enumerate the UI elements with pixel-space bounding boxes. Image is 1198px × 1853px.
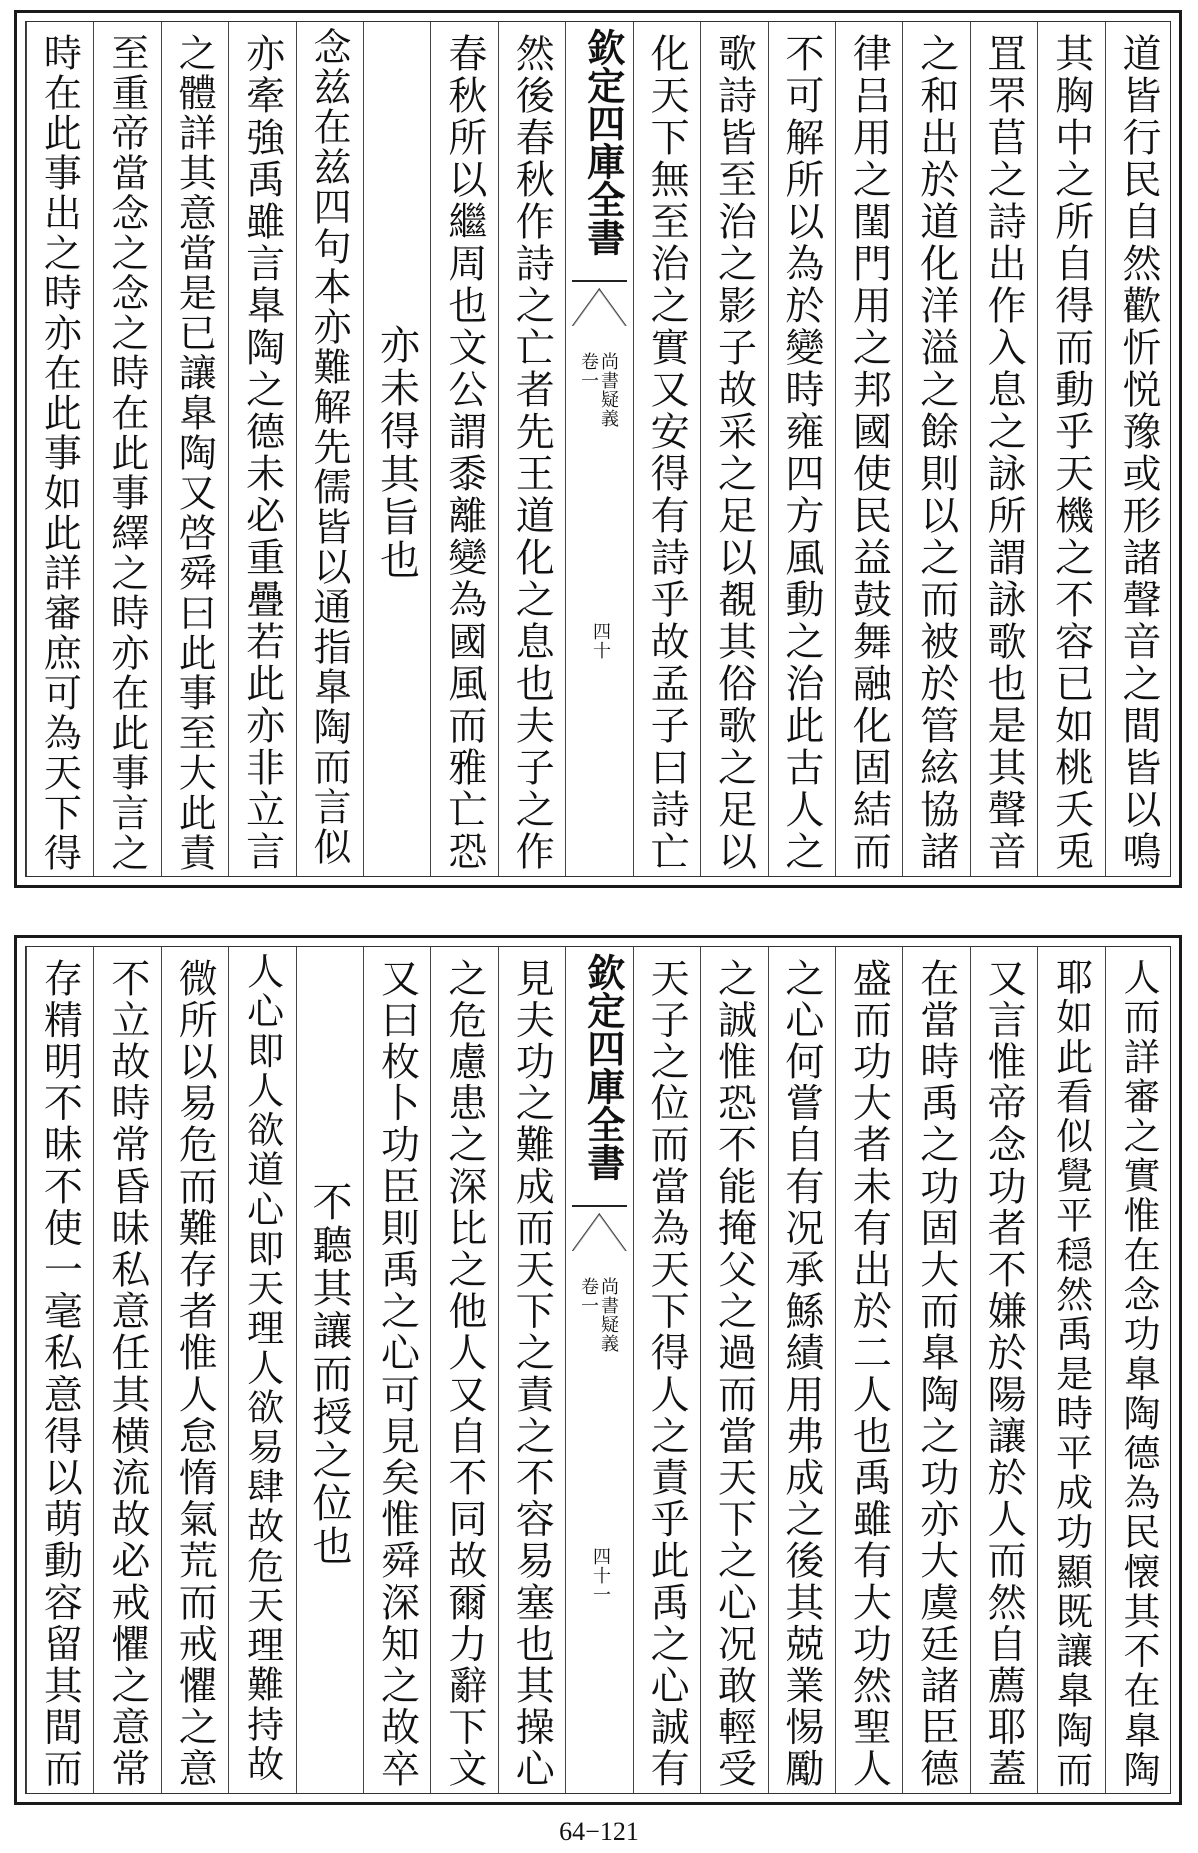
text-column — [1105, 22, 1172, 876]
column-text: 之心何嘗自有况承鯀績用弗成之後其兢業惕勵 — [778, 958, 824, 1790]
column-text: 盛而功大者未有出於二人也禹雖有大功然聖人 — [846, 958, 892, 1790]
bottom-page-frame — [25, 946, 1171, 1794]
text-column — [1105, 947, 1172, 1793]
text-column — [26, 947, 93, 1793]
column-text: 人心即人欲道心即天理人欲易肆故危天理難持故 — [240, 952, 284, 1784]
book-title: 尚書疑義 — [597, 352, 619, 428]
text-column — [93, 947, 160, 1793]
text-column — [161, 22, 228, 876]
page-number: 64−121 — [559, 1817, 639, 1846]
fishtail-ornament — [572, 280, 626, 336]
column-text: 歌詩皆至治之影子故采之足以覩其俗歌之足以 — [711, 33, 757, 873]
column-text: 至重帝當念之念之時在此事繹之時亦在此事言之 — [104, 33, 149, 873]
text-column — [93, 22, 160, 876]
text-column — [835, 22, 902, 876]
column-text: 人而詳審之實惟在念功臯陶德為民懐其不在臯陶 — [1116, 958, 1160, 1790]
text-column — [363, 947, 430, 1793]
text-column — [700, 22, 767, 876]
text-column — [835, 947, 902, 1793]
column-text: 見夫功之難成而天下之責之不容易塞也其操心 — [509, 958, 555, 1790]
column-text: 存精明不昧不使一毫私意得以萌動容留其間而 — [37, 958, 83, 1790]
volume-label: 卷一 — [577, 1277, 599, 1315]
column-text: 亦牽強禹雖言臯陶之德未必重疊若此亦非立言 — [239, 33, 285, 873]
column-text: 春秋所以繼周也文公謂黍離變為國風而雅亡恐 — [441, 33, 487, 873]
column-text: 念兹在兹四句本亦難解先儒皆以通指臯陶而言似 — [307, 27, 352, 867]
column-text: 之體詳其意當是已讓臯陶又啓舜曰此事至大此責 — [172, 33, 217, 873]
column-text: 罝罘苢之詩出作入息之詠所謂詠歌也是其聲音 — [981, 33, 1027, 873]
center-margin — [565, 947, 632, 1793]
column-text: 之危慮患之深比之他人又自不同故爾力辭下文 — [441, 958, 487, 1790]
text-column — [228, 947, 295, 1793]
column-text: 不可解所以為於變時雍四方風動之治此古人之 — [778, 33, 824, 873]
text-column — [970, 22, 1037, 876]
center-margin — [565, 22, 632, 876]
text-column — [970, 947, 1037, 1793]
bottom-page — [14, 935, 1182, 1805]
text-column — [1037, 22, 1104, 876]
top-page-frame — [25, 21, 1171, 877]
text-column — [363, 22, 430, 876]
text-column — [296, 947, 363, 1793]
text-column — [633, 22, 700, 876]
column-text: 不聽其讓而授之位也 — [306, 1180, 353, 1568]
text-column — [430, 22, 497, 876]
text-column — [902, 947, 969, 1793]
column-text: 之和出於道化洋溢之餘則以之而被於管絃協諸 — [913, 33, 959, 873]
text-column — [700, 947, 767, 1793]
fishtail-ornament — [572, 1205, 626, 1261]
column-text: 微所以易危而難存者惟人怠惰氣荒而戒懼之意 — [172, 958, 218, 1790]
column-text: 然後春秋作詩之亡者先王道化之息也夫子之作 — [509, 33, 555, 873]
collection-title: 欽定四庫全書 — [580, 953, 626, 1181]
column-text: 亦未得其旨也 — [373, 324, 420, 582]
text-column — [430, 947, 497, 1793]
book-title: 尚書疑義 — [597, 1277, 619, 1353]
column-text: 道皆行民自然歡忻悦豫或形諸聲音之間皆以鳴 — [1115, 33, 1161, 873]
column-text: 之誠惟恐不能掩父之過而當天下之心况敢輕受 — [711, 958, 757, 1790]
column-text: 耶如此看似覺平穏然禹是時平成功顯既讓臯陶而 — [1049, 958, 1093, 1790]
column-text: 其胸中之所自得而動乎天機之不容已如桃夭兎 — [1048, 33, 1094, 873]
text-column — [1037, 947, 1104, 1793]
column-text: 又曰枚卜功臣則禹之心可見矣惟舜深知之故卒 — [374, 958, 420, 1790]
text-column — [633, 947, 700, 1793]
column-text: 在當時禹之功固大而臯陶之功亦大虞廷諸臣德 — [913, 958, 959, 1790]
text-column — [26, 22, 93, 876]
text-column — [768, 947, 835, 1793]
text-column — [498, 22, 565, 876]
text-column — [768, 22, 835, 876]
text-column — [498, 947, 565, 1793]
column-text: 又言惟帝念功者不嫌於陽讓於人而然自薦耶蓋 — [981, 958, 1027, 1790]
column-text: 化天下無至治之實又安得有詩乎故孟子曰詩亡 — [644, 33, 690, 873]
column-text: 時在此事出之時亦在此事如此詳審庶可為天下得 — [37, 33, 82, 873]
collection-title: 欽定四庫全書 — [580, 28, 626, 256]
text-column — [902, 22, 969, 876]
leaf-number: 四十一 — [589, 1547, 611, 1604]
column-text: 天子之位而當為天下得人之責乎此禹之心誠有 — [644, 958, 690, 1790]
text-column — [228, 22, 295, 876]
text-column — [161, 947, 228, 1793]
leaf-number: 四十 — [589, 622, 611, 660]
column-text: 不立故時常昏昧私意任其横流故必戒懼之意常 — [104, 958, 150, 1790]
text-column — [296, 22, 363, 876]
top-page — [14, 10, 1182, 888]
volume-label: 卷一 — [577, 352, 599, 390]
column-text: 律吕用之閨門用之邦國使民益鼓舞融化固結而 — [846, 33, 892, 873]
